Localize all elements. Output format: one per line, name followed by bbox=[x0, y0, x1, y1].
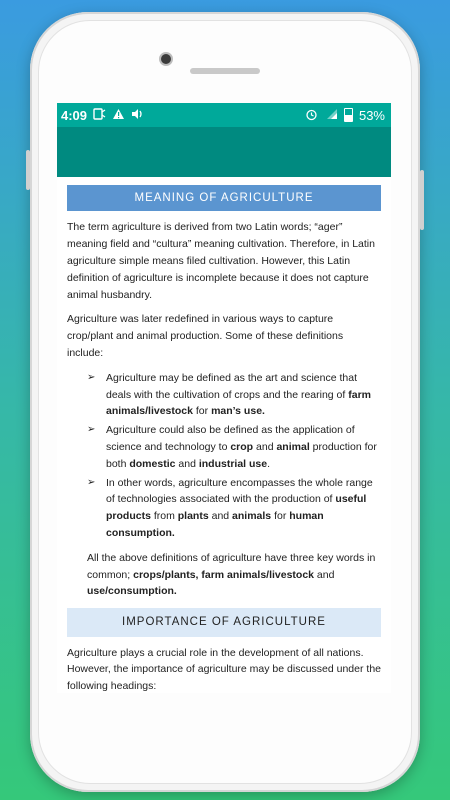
paragraph-summary: All the above definitions of agriculture have three key words in common; crops/plants, farm animals/livestock and use/consumption. bbox=[87, 551, 376, 598]
battery-icon bbox=[344, 108, 353, 122]
earpiece-speaker bbox=[190, 68, 260, 74]
section-heading-importance: IMPORTANCE OF AGRICULTURE bbox=[67, 608, 381, 636]
app-screen bbox=[57, 103, 391, 693]
definition-text: Agriculture may be defined as the art and science that deals with the cultivation of crops and the rearing of farm animals/livestock for man’s use. bbox=[106, 371, 371, 418]
front-camera bbox=[159, 52, 173, 66]
paragraph-redefined: Agriculture was later redefined in various ways to capture crop/plant and animal production. Some of these definitions include: bbox=[67, 313, 344, 359]
definition-text: Agriculture could also be defined as the application of science and technology to crop and animal production for both domestic and industrial use. bbox=[106, 424, 377, 470]
arrow-bullet-icon: ➢ bbox=[87, 371, 96, 383]
list-item bbox=[87, 370, 381, 420]
paragraph-etymology: The term agriculture is derived from two Latin words; “ager” meaning field and “cultura” meaning cultivation. Therefore, in Latin agriculture simple means filed cultivation. However, this Latin definition of agriculture is incomplete because it does not capture animal husbandry. bbox=[67, 221, 375, 301]
app-toolbar bbox=[57, 127, 391, 177]
status-time: 4:09 bbox=[61, 107, 88, 123]
warning-icon bbox=[112, 108, 125, 122]
list-item bbox=[87, 475, 381, 542]
status-bar bbox=[57, 103, 391, 127]
paragraph-importance: Agriculture plays a crucial role in the development of all nations. However, the importance of agriculture may be discussed under the following headings: bbox=[67, 646, 382, 693]
definition-text: In other words, agriculture encompasses the whole range of technologies associated with the production of useful products from plants and animals for human consumption. bbox=[106, 476, 373, 539]
list-item bbox=[87, 422, 381, 472]
arrow-bullet-icon: ➢ bbox=[87, 424, 96, 436]
definitions-list bbox=[67, 370, 381, 542]
power-button bbox=[420, 170, 424, 230]
section-heading-meaning: MEANING OF AGRICULTURE bbox=[67, 185, 381, 211]
article-content bbox=[57, 177, 391, 693]
volume-button bbox=[26, 150, 30, 190]
alarm-icon bbox=[305, 108, 318, 123]
app-notification-icon bbox=[93, 108, 106, 122]
signal-icon bbox=[324, 108, 338, 122]
battery-percent: 53% bbox=[358, 107, 385, 123]
volume-icon bbox=[131, 108, 144, 122]
arrow-bullet-icon: ➢ bbox=[87, 476, 96, 488]
